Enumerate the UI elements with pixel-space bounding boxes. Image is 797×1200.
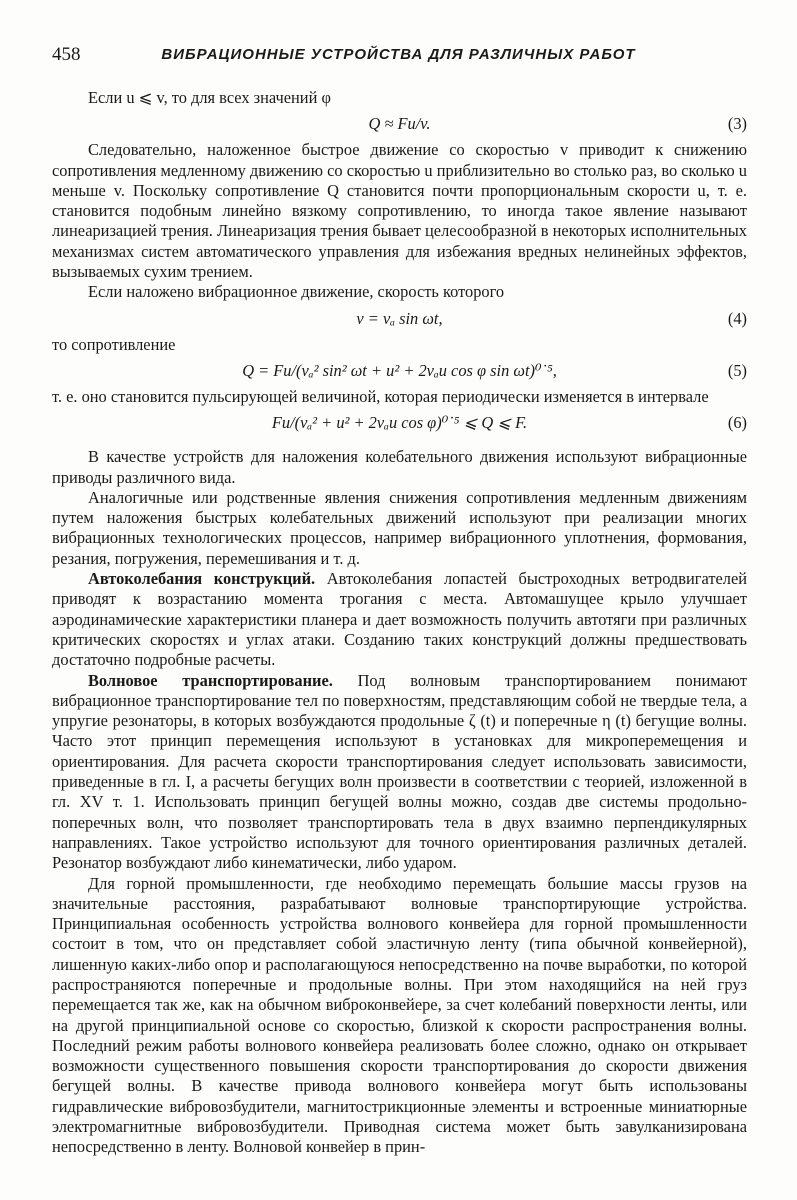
page-body: [52, 88, 747, 1158]
paragraph-condition: Если u ⩽ v, то для всех значений φ: [88, 88, 331, 107]
page-number: 458: [52, 44, 81, 65]
equation-4-formula: v = vₐ sin ωt,: [356, 308, 443, 328]
equation-3: [52, 108, 747, 140]
equation-6-formula: Fu/(vₐ² + u² + 2vₐu cos φ)⁰˙⁵ ⩽ Q ⩽ F.: [271, 413, 528, 433]
equation-4: [52, 303, 747, 335]
equation-6-number: (6): [727, 413, 747, 433]
paragraph-pulsating: т. е. оно становится пульсирующей величиной, которая периодически изменяется в интервале: [52, 386, 709, 406]
paragraph-self-oscillation: [52, 569, 747, 670]
paragraph-wave-transport: [52, 671, 747, 874]
equation-4-number: (4): [727, 308, 747, 328]
paragraph-analogous: Аналогичные или родственные явления снижения сопротивления медленным движениям путем наложения быстрых колебательных движений используют при реализации многих вибрационных технологических процессов, например вибрационного уплотнения, формования, резания, погружения, перемешивания и т. д.: [52, 487, 747, 568]
paragraph-vibration-intro: Если наложено вибрационное движение, скорость которого: [88, 282, 505, 302]
section-title-self-oscillation: Автоколебания конструкций.: [88, 569, 316, 589]
paragraph-linearization: Следовательно, наложенное быстрое движение со скоростью v приводит к снижению сопротивления медленному движению со скоростью u приблизительно во столько раз, во сколько u меньше v. Поскольку сопротивление Q становится почти пропорциональным скорости u, т. е. становится подобным линейно вязкому сопротивлению, то иногда такое явление называют линеаризацией трения. Линеаризация трения бывает целесообразной в некоторых исполнительных механизмах систем автоматического управления для избежания вредных нелинейных эффектов, вызываемых сухим трением.: [52, 140, 747, 282]
paragraph-mining: Для горной промышленности, где необходимо перемещать большие массы грузов на значительные расстояния, разрабатывают волновые транспортирующие устройства. Принципиальная особенность устройства волнового конвейера для горной промышленности состоит в том, что он представляет собой эластичную ленту (типа обычной конвейерной), лишенную каких-либо опор и располагающуюся непосредственно на почве выработки, по которой распространяются поперечные и продольные волны. При этом находящийся на ней груз перемещается так же, как на обычном виброконвейере, за счет колебаний поверхности ленты, или на другой принципиальной основе со скоростью, близкой к скорости распространения волны. Последний режим работы волнового конвейера реализовать более сложно, однако он открывает возможности существенного повышения скорости транспортирования до скорости движения бегущей волны. В качестве привода волнового конвейера могут быть использованы гидравлические вибровозбудители, магнитострикционные элементы и встроенные миниатюрные электромагнитные вибровозбудители. Приводная система может быть завулканизирована непосредственно в ленту. Волновой конвейер в прин-: [52, 873, 747, 1157]
section-title-wave-transport: Волновое транспортирование.: [88, 670, 333, 690]
equation-3-formula: Q ≈ Fu/v.: [368, 114, 431, 134]
equation-5-formula: Q = Fu/(vₐ² sin² ωt + u² + 2vₐu cos φ sin ωt)⁰˙⁵,: [242, 360, 557, 380]
page-header: [52, 44, 745, 74]
equation-3-number: (3): [727, 114, 747, 134]
paragraph-wave-transport-text: Под волновым транспортированием понимают вибрационное транспортирование тел по поверхностям, представляющим собой не твердые тела, а упругие резонаторы, в которых возбуждаются продольные ζ (t) и поперечные η (t) бегущие волны. Часто этот принцип перемещения используют в установках для микроперемещения и ориентирования. Для расчета скорости транспортирования следует использовать зависимости, приведенные в гл. I, а расчеты бегущих волн произвести в соответствии с теорией, изложенной в гл. XV т. 1. Использовать принцип бегущей волны можно, создав две системы продольно-поперечных волн, что позволяет транспортировать тела в двух взаимно перпендикулярных направлениях. Такое устройство используют для точного ориентирования различных деталей. Резонатор возбуждают либо кинематически, либо ударом.: [52, 670, 747, 873]
paragraph-devices: В качестве устройств для наложения колебательного движения используют вибрационные приводы различного вида.: [52, 447, 747, 487]
equation-5-number: (5): [727, 360, 747, 380]
paragraph-resistance: то сопротивление: [52, 334, 176, 354]
running-title: ВИБРАЦИОННЫЕ УСТРОЙСТВА ДЛЯ РАЗЛИЧНЫХ РАБОТ: [161, 46, 636, 63]
equation-5: [52, 355, 747, 387]
paragraph-self-oscillation-text: Автоколебания лопастей быстроходных ветродвигателей приводят к возрастанию момента трогания с места. Автомашущее крыло улучшает аэродинамические характеристики планера и дает возможность получить автотяги при различных критических скоростях и углах атаки. Созданию таких конструкций должны предшествовать достаточно подробные расчеты.: [52, 569, 747, 670]
equation-6: [52, 407, 747, 439]
